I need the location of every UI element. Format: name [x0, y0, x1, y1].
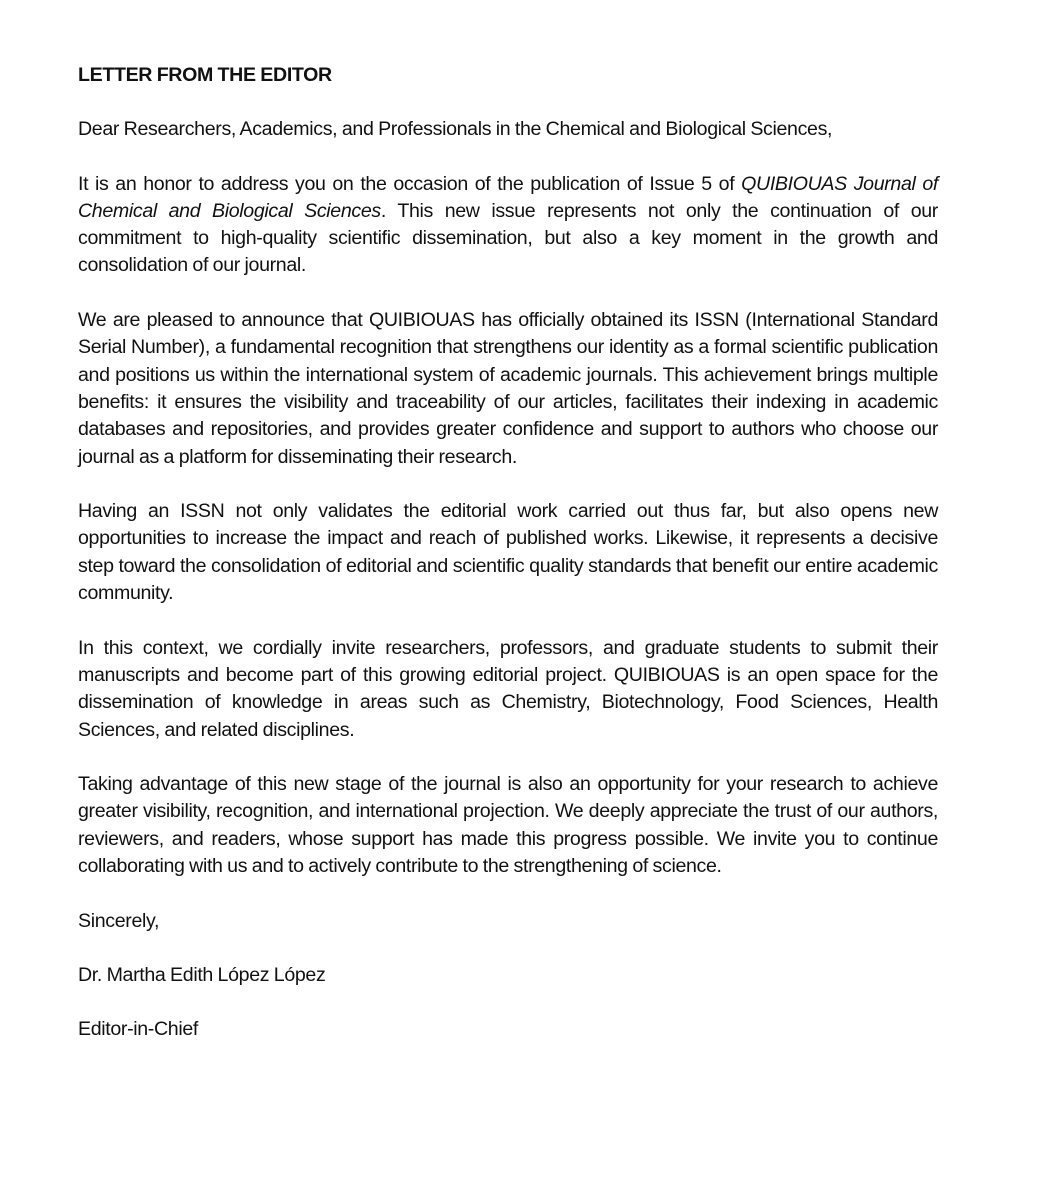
- paragraph-issn-benefits: Having an ISSN not only validates the editorial work carried out thus far, but also opens new opportunities to increase the impact and reach of published works. Likewise, it represents a decisive step toward the consolidation of editorial and scientific quality standards that benefit our entire academic community.: [78, 500, 938, 605]
- journal-name: QUIBIOUAS Journal of Chemical and Biological Sciences: [78, 172, 938, 222]
- paragraph-issue-text-end: . This new issue represents not only the continuation of our commitment to high-quality scientific dissemination, but also a key moment in the growth and consolidation of our journal.: [78, 199, 938, 277]
- letter-document: [78, 62, 938, 1071]
- letter-title: LETTER FROM THE EDITOR: [78, 64, 332, 86]
- letter-salutation: Dear Researchers, Academics, and Professionals in the Chemical and Biological Sciences,: [78, 118, 833, 141]
- signer-role: Editor-in-Chief: [78, 1018, 198, 1041]
- paragraph-issue-announcement: [78, 171, 938, 280]
- paragraph-issue-text-start: It is an honor to address you on the occasion of the publication of Issue 5 of: [78, 172, 742, 195]
- paragraph-call-for-submissions: In this context, we cordially invite researchers, professors, and graduate students to submit their manuscripts and become part of this growing editorial project. QUIBIOUAS is an open space for the dissemination of knowledge in areas such as Chemistry, Biotechnology, Food Sciences, Health Sciences, and related disciplines.: [78, 636, 938, 741]
- signer-name: Dr. Martha Edith López López: [78, 963, 326, 986]
- letter-closing: Sincerely,: [78, 909, 160, 932]
- paragraph-issn-announcement: We are pleased to announce that QUIBIOUAS has officially obtained its ISSN (International Standard Serial Number), a fundamental recognition that strengthens our identity as a formal scientific publication and positions us within the international system of academic journals. This achievement brings multiple benefits: it ensures the visibility and traceability of our articles, facilitates their indexing in academic databases and repositories, and provides greater confidence and support to authors who choose our journal as a platform for disseminating their research.: [78, 309, 938, 468]
- paragraph-appreciation: Taking advantage of this new stage of the journal is also an opportunity for your research to achieve greater visibility, recognition, and international projection. We deeply appreciate the trust of our authors, reviewers, and readers, whose support has made this progress possible. We invite you to continue collaborating with us and to actively contribute to the strengthening of science.: [78, 773, 938, 878]
